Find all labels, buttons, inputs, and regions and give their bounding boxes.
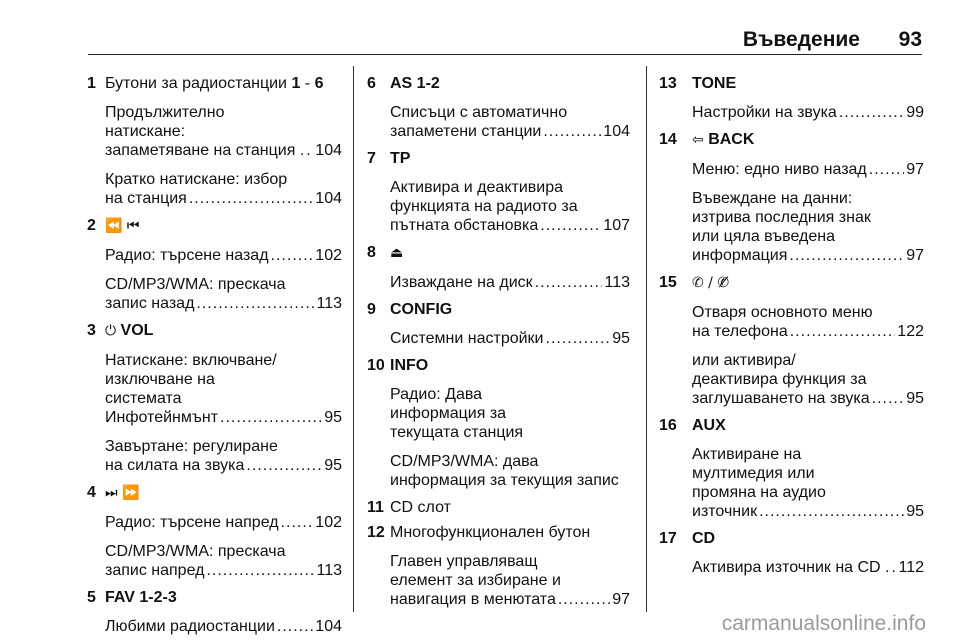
entry-title	[390, 498, 630, 517]
button-symbol-icon: ⏭ ⏩	[105, 485, 140, 501]
page-header	[88, 28, 922, 55]
entry-description	[692, 189, 924, 265]
description-line-with-page-ref	[692, 160, 924, 179]
description-line-with-page-ref	[390, 329, 630, 348]
page-reference: 102	[315, 247, 342, 264]
entry-description	[105, 246, 342, 265]
entry-12	[368, 523, 630, 609]
dot-leader	[540, 216, 601, 235]
entry-14	[659, 130, 924, 265]
entry-description	[692, 103, 924, 122]
dot-leader	[839, 103, 904, 122]
dot-leader	[872, 389, 905, 408]
description-text: Въвеждане на данни:	[692, 190, 853, 207]
description-line-with-page-ref	[692, 103, 924, 122]
entry-title-text: TP	[390, 150, 411, 167]
page-reference: 122	[897, 323, 924, 340]
column-3	[659, 66, 924, 577]
page-reference: 104	[315, 618, 342, 635]
entry-number: 11	[367, 499, 384, 516]
entry-description	[390, 452, 630, 490]
description-line-with-page-ref	[105, 617, 342, 636]
entry-title-text: Многофункционален бутон	[390, 524, 591, 541]
dot-leader	[306, 141, 313, 160]
entry-title	[390, 243, 630, 263]
description-text: запаметяване на станция .	[105, 142, 305, 159]
page-title: Въведение	[742, 28, 860, 51]
description-text: функцията на радиото за	[390, 198, 578, 215]
entry-number: 7	[367, 150, 376, 167]
description-line-with-page-ref	[105, 513, 342, 532]
description-text: Изваждане на диск	[390, 274, 533, 291]
description-text: източник	[692, 503, 758, 520]
entry-2	[88, 216, 342, 313]
entry-10	[368, 356, 630, 490]
description-text: запис напред	[105, 562, 205, 579]
page-reference: 113	[316, 295, 342, 312]
entry-4	[88, 483, 342, 580]
entry-number: 9	[367, 301, 376, 318]
description-text: навигация в менютата	[390, 591, 556, 608]
entry-6	[368, 74, 630, 141]
entry-9	[368, 300, 630, 348]
dot-leader	[189, 189, 313, 208]
description-text: Системни настройки	[390, 330, 544, 347]
description-text: елемент за избиране и	[390, 572, 561, 589]
description-text: Списъци с автоматично	[390, 104, 568, 121]
dot-leader	[543, 122, 601, 141]
description-line-with-page-ref	[105, 561, 342, 580]
description-text: Радио: Дава	[390, 386, 483, 403]
entry-number: 8	[367, 244, 376, 261]
description-text: промяна на аудио	[692, 484, 826, 501]
entry-title	[692, 74, 924, 93]
entry-1	[88, 74, 342, 208]
entry-number: 14	[659, 131, 677, 148]
entry-title-text: TONE	[692, 75, 737, 92]
description-line-with-page-ref	[105, 141, 342, 160]
page-reference: 95	[906, 503, 924, 520]
description-text: натискане:	[105, 123, 186, 140]
column-1	[88, 66, 342, 636]
entry-description	[105, 617, 342, 636]
dot-leader	[281, 513, 314, 532]
page-reference: 102	[315, 514, 342, 531]
dot-leader	[869, 160, 904, 179]
entry-11	[368, 498, 630, 517]
description-text: пътната обстановка	[390, 217, 539, 234]
description-line-with-page-ref	[105, 456, 342, 475]
entry-title	[105, 321, 342, 341]
entry-17	[659, 529, 924, 577]
entry-number: 13	[659, 75, 677, 92]
dot-leader	[246, 456, 322, 475]
description-line-with-page-ref	[692, 502, 924, 521]
description-text: системата	[105, 390, 182, 407]
dot-leader	[546, 329, 611, 348]
description-text: Инфотейнмънт	[105, 409, 219, 426]
description-text: CD/MP3/WMA: прескача	[105, 276, 286, 293]
entry-number: 10	[367, 357, 385, 374]
entry-15	[659, 273, 924, 408]
description-text: или цяла въведена	[692, 228, 835, 245]
watermark: carmanualsonline.info	[721, 612, 926, 635]
page-reference: 104	[603, 123, 630, 140]
description-text: на телефона	[692, 323, 788, 340]
description-text: Завъртане: регулиране	[105, 438, 278, 455]
description-text: Кратко натискане: избор	[105, 171, 288, 188]
entry-title-text: CONFIG	[390, 301, 453, 318]
entry-title	[692, 529, 924, 548]
page-reference: 97	[906, 247, 924, 264]
entry-description	[390, 329, 630, 348]
entry-title	[692, 273, 924, 293]
page-reference: 95	[612, 330, 630, 347]
description-text: заглушаването на звука	[692, 390, 870, 407]
entry-number: 17	[659, 530, 677, 547]
entry-number: 6	[367, 75, 376, 92]
description-line-with-page-ref	[390, 590, 630, 609]
description-text: CD/MP3/WMA: дава	[390, 453, 539, 470]
dot-leader	[892, 558, 897, 577]
dot-leader	[206, 561, 314, 580]
entry-description	[390, 178, 630, 235]
column-divider-2	[646, 66, 647, 612]
description-line-with-page-ref	[692, 389, 924, 408]
entry-number: 2	[87, 217, 96, 234]
entry-8	[368, 243, 630, 292]
column-divider-1	[353, 66, 354, 612]
page-reference: 112	[898, 559, 924, 576]
dot-leader	[196, 294, 314, 313]
entry-number: 3	[87, 322, 96, 339]
entry-16	[659, 416, 924, 521]
entry-description	[105, 351, 342, 427]
entry-title	[105, 483, 342, 503]
page-reference: 104	[315, 142, 342, 159]
entry-title-text: VOL	[120, 322, 154, 339]
entry-number: 15	[659, 274, 677, 291]
entry-title-text: -	[300, 75, 315, 92]
description-text: запис назад	[105, 295, 195, 312]
entry-description	[692, 351, 924, 408]
entry-description	[390, 385, 630, 442]
entry-5	[88, 588, 342, 636]
entry-description	[105, 275, 342, 313]
entry-number: 16	[659, 417, 677, 434]
description-text: Активиране на	[692, 446, 802, 463]
button-symbol-icon: ⏏	[390, 245, 404, 261]
column-2	[368, 66, 630, 609]
entry-title-text: FAV 1-2-3	[105, 589, 177, 606]
dot-leader	[789, 246, 904, 265]
entry-description	[390, 552, 630, 609]
entry-title	[692, 130, 924, 150]
description-text: изтрива последния знак	[692, 209, 871, 226]
dot-leader	[277, 617, 313, 636]
page-reference: 104	[315, 190, 342, 207]
entry-3	[88, 321, 342, 475]
page-reference: 95	[324, 409, 342, 426]
description-text: Продължително	[105, 104, 225, 121]
description-text: Натискане: включване/	[105, 352, 277, 369]
button-symbol-icon: ⏪ ⏮	[105, 218, 140, 234]
page-reference: 99	[906, 104, 924, 121]
button-symbol-icon: ⇦	[692, 132, 709, 148]
description-line-with-page-ref	[105, 294, 342, 313]
entry-description	[105, 513, 342, 532]
description-text: Отваря основното меню	[692, 304, 873, 321]
description-line-with-page-ref	[105, 408, 342, 427]
entry-title-text: BACK	[708, 131, 755, 148]
description-text: CD/MP3/WMA: прескача	[105, 543, 286, 560]
description-line-with-page-ref	[390, 216, 630, 235]
entry-number: 12	[367, 524, 385, 541]
entry-title	[390, 149, 630, 168]
entry-description	[105, 170, 342, 208]
description-text: Радио: търсене назад	[105, 247, 269, 264]
description-text: информация	[692, 247, 788, 264]
entry-title-text: CD	[692, 530, 716, 547]
entry-title	[390, 523, 630, 542]
description-text: деактивира функция за	[692, 371, 867, 388]
page-reference: 113	[604, 274, 630, 291]
entry-title	[390, 74, 630, 93]
entry-description	[692, 303, 924, 341]
description-text: мултимедия или	[692, 465, 815, 482]
dot-leader	[220, 408, 322, 427]
description-line-with-page-ref	[692, 558, 924, 577]
entry-number: 1	[87, 75, 96, 92]
description-text: на станция	[105, 190, 187, 207]
page-reference: 97	[906, 161, 924, 178]
button-symbol-icon: ✆ / ✆̸	[692, 275, 730, 291]
description-text: на силата на звука	[105, 457, 245, 474]
entry-title	[692, 416, 924, 435]
entry-title	[390, 300, 630, 319]
description-text: информация за текущия запис	[390, 472, 619, 489]
description-text: Активира източник на CD .	[692, 559, 890, 576]
description-line-with-page-ref	[692, 322, 924, 341]
dot-leader	[759, 502, 904, 521]
description-text: текущата станция	[390, 424, 524, 441]
entry-title-text: AS 1-2	[390, 75, 440, 92]
description-text: Главен управляващ	[390, 553, 538, 570]
description-text: Радио: търсене напред	[105, 514, 279, 531]
entry-description	[692, 160, 924, 179]
dot-leader	[790, 322, 896, 341]
entry-7	[368, 149, 630, 235]
dot-leader	[271, 246, 314, 265]
description-text: запаметени станции	[390, 123, 542, 140]
description-text: изключване на	[105, 371, 215, 388]
page-number: 93	[898, 28, 922, 51]
description-line-with-page-ref	[390, 273, 630, 292]
entry-title	[390, 356, 630, 375]
entry-title	[105, 216, 342, 236]
page-reference: 107	[603, 217, 630, 234]
description-line-with-page-ref	[390, 122, 630, 141]
entry-description	[105, 437, 342, 475]
entry-title-text: 1	[291, 75, 301, 92]
entry-title	[105, 588, 342, 607]
description-text: Любими радиостанции	[105, 618, 275, 635]
description-line-with-page-ref	[105, 246, 342, 265]
description-text: Меню: едно ниво назад	[692, 161, 867, 178]
entry-description	[390, 273, 630, 292]
button-symbol-icon: ⏻	[105, 323, 121, 339]
description-text: информация за	[390, 405, 507, 422]
entry-title-text: Бутони за радиостанции	[105, 75, 292, 92]
page-reference: 97	[612, 591, 630, 608]
entry-title	[105, 74, 342, 93]
entry-description	[390, 103, 630, 141]
page-reference: 113	[316, 562, 342, 579]
page-reference: 95	[324, 457, 342, 474]
entry-number: 5	[87, 589, 96, 606]
entry-description	[692, 558, 924, 577]
entry-13	[659, 74, 924, 122]
entry-title-text: CD слот	[390, 499, 451, 516]
entry-title-text: AUX	[692, 417, 726, 434]
description-text: Активира и деактивира	[390, 179, 563, 196]
page-reference: 95	[906, 390, 924, 407]
entry-title-text: 6	[314, 75, 324, 92]
entry-number: 4	[87, 484, 96, 501]
dot-leader	[535, 273, 603, 292]
entry-description	[105, 103, 342, 160]
entry-description	[692, 445, 924, 521]
description-text: или активира/	[692, 352, 796, 369]
dot-leader	[558, 590, 610, 609]
entry-title-text: INFO	[390, 357, 429, 374]
description-line-with-page-ref	[105, 189, 342, 208]
description-line-with-page-ref	[692, 246, 924, 265]
description-text: Настройки на звука	[692, 104, 837, 121]
entry-description	[105, 542, 342, 580]
